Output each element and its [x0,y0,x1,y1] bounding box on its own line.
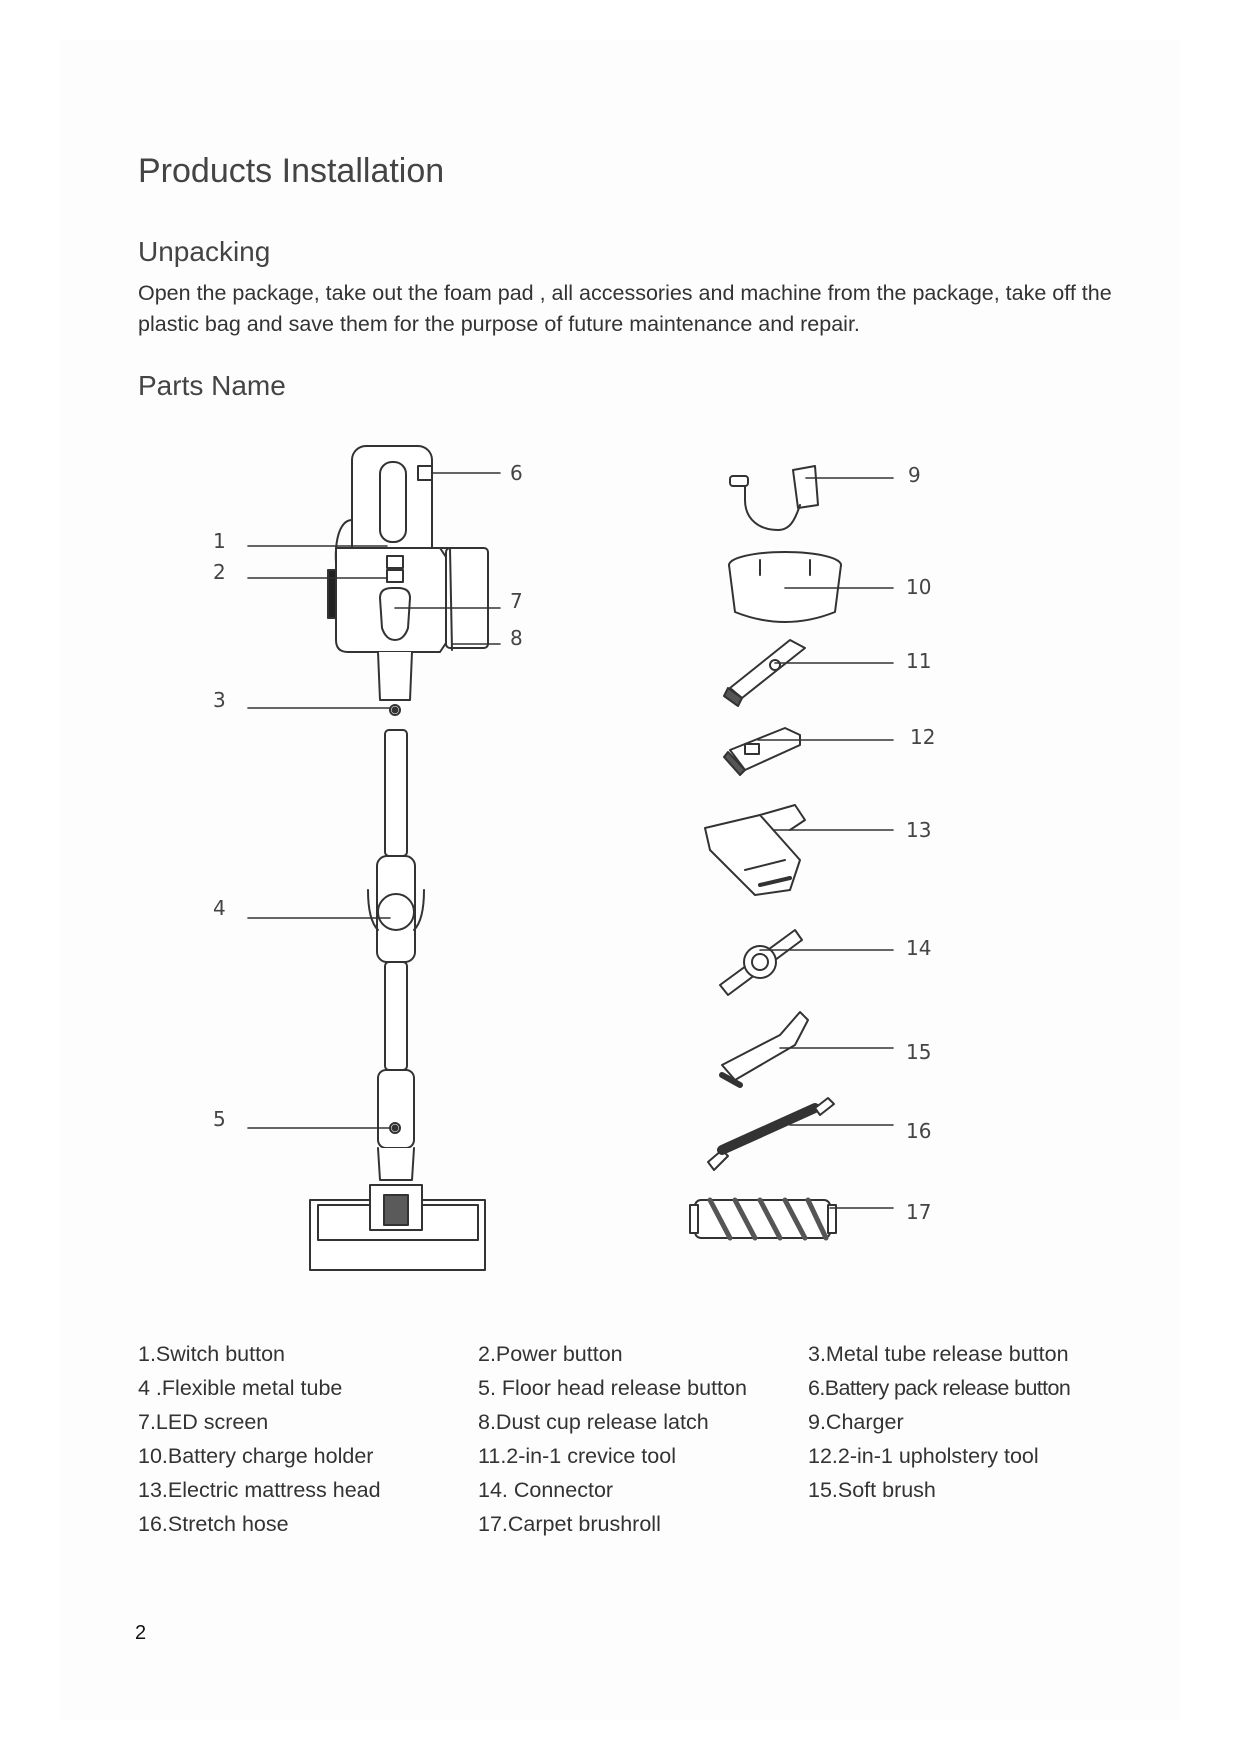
callout-10: 10 [906,575,932,599]
part-item: 1.Switch button [138,1342,286,1366]
charge-holder-illustration [729,552,841,622]
callout-16: 16 [906,1119,932,1143]
callout-1: 1 [213,529,226,553]
part-item: 6.Battery pack release button [808,1376,1071,1400]
upholstery-tool-illustration [724,728,800,775]
callout-17: 17 [906,1200,932,1224]
callout-11: 11 [906,649,932,673]
callout-5: 5 [213,1107,226,1131]
crevice-tool-illustration [724,640,805,706]
parts-name-heading: Parts Name [138,370,286,401]
part-item: 14. Connector [478,1478,614,1502]
part-item: 17.Carpet brushroll [478,1512,661,1536]
parts-name-list [138,1342,1118,1546]
part-item: 16.Stretch hose [138,1512,289,1536]
page-title: Products Installation [138,152,445,190]
part-item: 15.Soft brush [808,1478,936,1502]
callout-13: 13 [906,818,932,842]
part-item: 7.LED screen [138,1410,269,1434]
callout-14: 14 [906,936,932,960]
part-item: 11.2-in-1 crevice tool [478,1444,676,1468]
callout-6: 6 [510,461,523,485]
carpet-brushroll-illustration [690,1200,836,1238]
part-item: 9.Charger [808,1410,904,1434]
part-item: 10.Battery charge holder [138,1444,374,1468]
callout-4: 4 [213,896,226,920]
callout-2: 2 [213,560,226,584]
callout-9: 9 [908,463,921,487]
charger-illustration [730,466,818,530]
part-item: 8.Dust cup release latch [478,1410,709,1434]
part-item: 2.Power button [478,1342,623,1366]
callout-8: 8 [510,626,523,650]
mattress-head-illustration [705,805,805,895]
part-item: 12.2-in-1 upholstery tool [808,1444,1039,1468]
callout-15: 15 [906,1040,932,1064]
unpacking-text: Open the package, take out the foam pad , all accessories and machine from the package, take off the plastic bag and save them for the purpose of future maintenance and repair. [138,281,1112,336]
part-item: 4 .Flexible metal tube [138,1376,343,1400]
callout-3: 3 [213,688,226,712]
part-item: 5. Floor head release button [478,1376,747,1400]
unpacking-heading: Unpacking [138,236,271,267]
vacuum-illustration [310,446,488,1270]
page-number: 2 [135,1622,147,1644]
connector-illustration [720,930,802,995]
stretch-hose-illustration [708,1098,834,1170]
callout-7: 7 [510,589,523,613]
part-item: 13.Electric mattress head [138,1478,381,1502]
callout-12: 12 [910,725,936,749]
part-item: 3.Metal tube release button [808,1342,1069,1366]
